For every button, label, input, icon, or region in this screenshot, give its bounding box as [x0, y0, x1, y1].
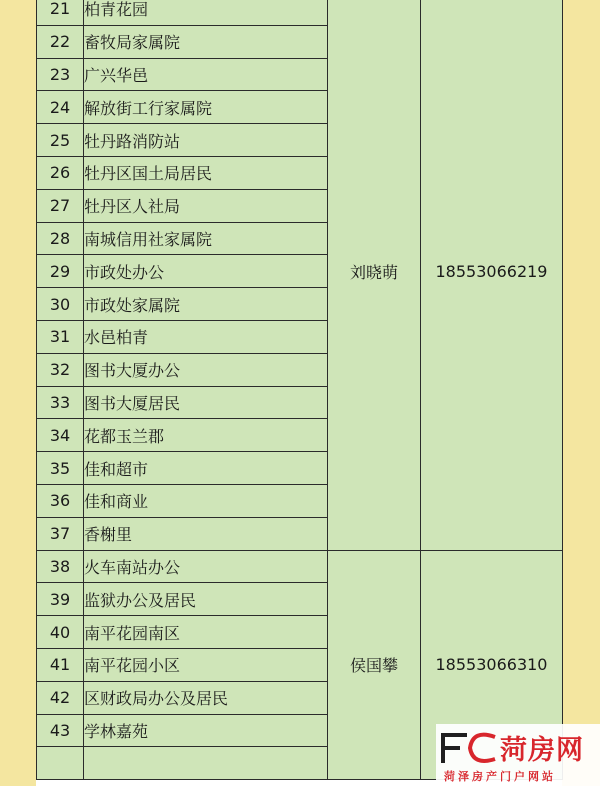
row-number: 25 [37, 124, 84, 157]
site-name: 菏房网 [500, 735, 584, 766]
contact-person: 刘晓萌 [328, 0, 421, 550]
row-number: 31 [37, 320, 84, 353]
row-number: 22 [37, 25, 84, 58]
row-number: 43 [37, 714, 84, 747]
community-name: 南城信用社家属院 [84, 222, 328, 255]
table-row [37, 0, 563, 25]
community-name: 南平花园南区 [84, 616, 328, 649]
fc-logo-icon [440, 730, 498, 766]
left-margin-band [0, 0, 36, 786]
community-name: 市政处办公 [84, 255, 328, 288]
table-row [37, 550, 563, 583]
site-slogan: 菏泽房产门户网站 [444, 770, 556, 783]
row-number: 32 [37, 353, 84, 386]
row-number: 36 [37, 484, 84, 517]
community-name: 区财政局办公及居民 [84, 681, 328, 714]
community-name: 水邑柏青 [84, 320, 328, 353]
community-name: 佳和超市 [84, 452, 328, 485]
row-number: 24 [37, 91, 84, 124]
community-name: 牡丹区国土局居民 [84, 156, 328, 189]
row-number: 35 [37, 452, 84, 485]
row-number: 27 [37, 189, 84, 222]
row-number: 30 [37, 288, 84, 321]
row-number: 39 [37, 583, 84, 616]
row-number: 29 [37, 255, 84, 288]
community-name: 学林嘉苑 [84, 714, 328, 747]
community-contact-table [36, 0, 563, 780]
logo-text: FC [469, 752, 471, 753]
community-name: 广兴华邑 [84, 58, 328, 91]
row-number: 40 [37, 616, 84, 649]
contact-phone: 18553066310 [421, 550, 563, 780]
contact-phone: 18553066219 [421, 0, 563, 550]
row-number: 38 [37, 550, 84, 583]
row-number: 28 [37, 222, 84, 255]
community-name: 图书大厦居民 [84, 386, 328, 419]
site-watermark [436, 724, 600, 786]
row-number-partial [37, 747, 84, 780]
contact-person: 侯国攀 [328, 550, 421, 780]
community-name: 畜牧局家属院 [84, 25, 328, 58]
community-name: 牡丹路消防站 [84, 124, 328, 157]
row-number: 26 [37, 156, 84, 189]
community-name: 花都玉兰郡 [84, 419, 328, 452]
community-name: 图书大厦办公 [84, 353, 328, 386]
community-name: 香榭里 [84, 517, 328, 550]
row-number: 21 [37, 0, 84, 25]
community-name: 监狱办公及居民 [84, 583, 328, 616]
row-number: 41 [37, 648, 84, 681]
row-number: 33 [37, 386, 84, 419]
community-name: 市政处家属院 [84, 288, 328, 321]
row-number: 34 [37, 419, 84, 452]
community-name: 柏青花园 [84, 0, 328, 25]
community-name: 牡丹区人社局 [84, 189, 328, 222]
right-margin-band [562, 0, 600, 786]
row-number: 23 [37, 58, 84, 91]
row-number: 37 [37, 517, 84, 550]
community-name: 佳和商业 [84, 484, 328, 517]
community-name: 解放街工行家属院 [84, 91, 328, 124]
community-name: 火车南站办公 [84, 550, 328, 583]
row-number: 42 [37, 681, 84, 714]
community-name-partial [84, 747, 328, 780]
community-name: 南平花园小区 [84, 648, 328, 681]
